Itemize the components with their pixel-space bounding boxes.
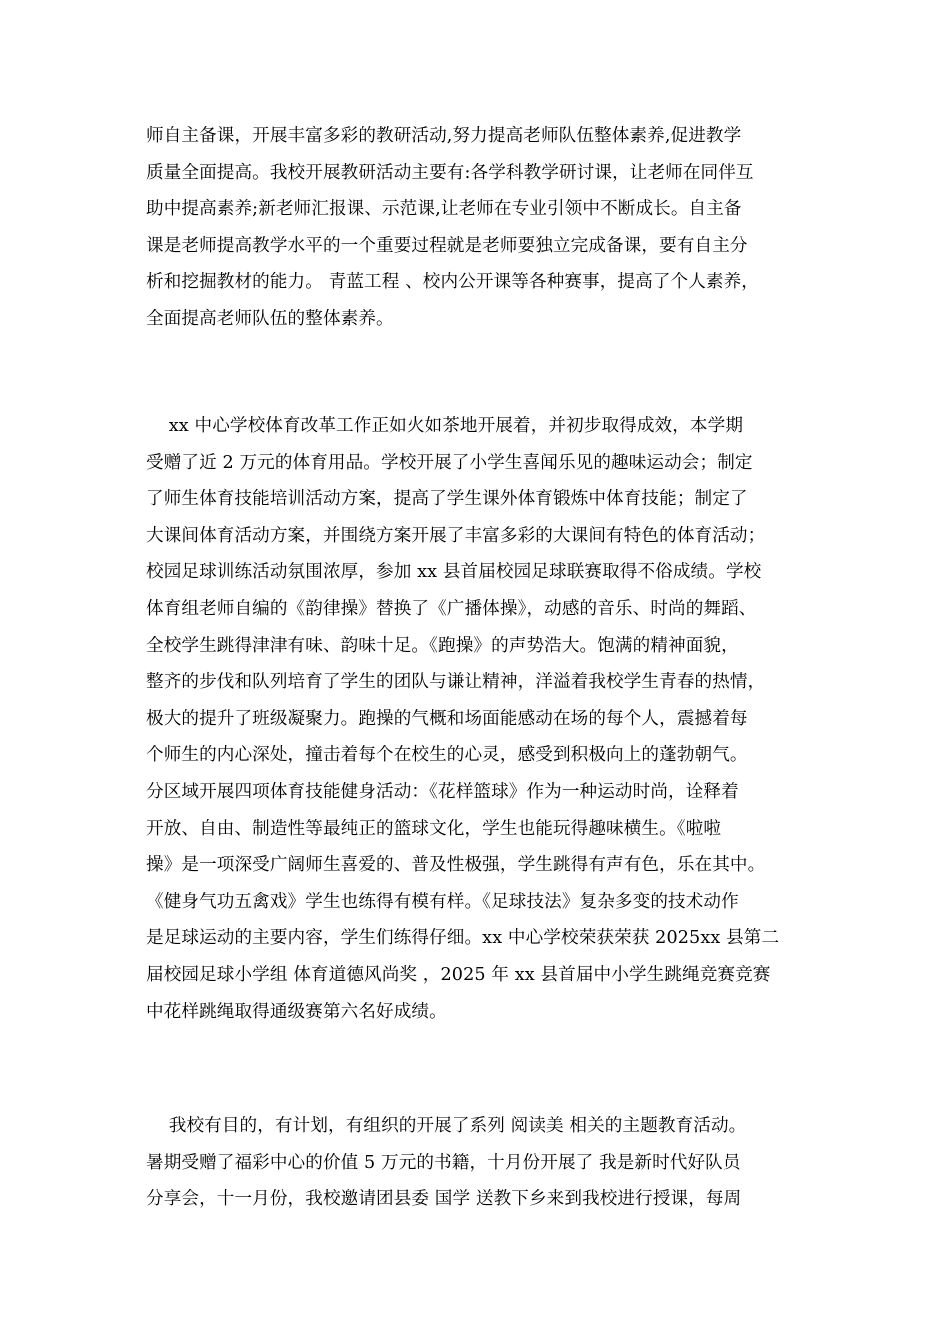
text-line: 受赠了近 2 万元的体育用品。学校开展了小学生喜闻乐见的趣味运动会；制定 <box>146 452 753 473</box>
text-line: 届校园足球小学组 体育道德风尚奖 ，2025 年 xx 县首届中小学生跳绳竞赛竞赛 <box>146 964 771 985</box>
text-line: 大课间体育活动方案，并围绕方案开展了丰富多彩的大课间有特色的体育活动； <box>146 525 766 546</box>
text-line: 操》是一项深受广阔师生喜爱的、普及性极强，学生跳得有声有色，乐在其中。 <box>146 855 766 876</box>
text-line: 我校有目的，有计划，有组织的开展了系列 阅读美 相关的主题教育活动。 <box>146 1116 747 1136</box>
text-line: 《健身气功五禽戏》学生也练得有模有样。《足球技法》复杂多变的技术动作 <box>146 891 739 912</box>
text-line: 质量全面提高。我校开展教研活动主要有:各学科教学研讨课，让老师在同伴互 <box>146 162 754 183</box>
text-line: 是足球运动的主要内容，学生们练得仔细。xx 中心学校荣获荣获 2025xx 县第二 <box>146 928 780 949</box>
paragraph-reading-activities <box>146 1108 816 1218</box>
text-line: 课是老师提高教学水平的一个重要过程就是老师要独立完成备课，要有自主分 <box>146 235 748 256</box>
text-line: 全校学生跳得津津有味、韵味十足。《跑操》的声势浩大。饱满的精神面貌， <box>146 635 739 656</box>
text-line: 分享会，十一月份，我校邀请团县委 国学 送教下乡来到我校进行授课，每周 <box>146 1189 742 1210</box>
text-line: 暑期受赠了福彩中心的价值 5 万元的书籍，十月份开展了 我是新时代好队员 <box>146 1152 741 1173</box>
text-line: 极大的提升了班级凝聚力。跑操的气概和场面能感动在场的每个人，震撼着每 <box>146 708 748 729</box>
text-line: xx 中心学校体育改革工作正如火如茶地开展着，并初步取得成效，本学期 <box>146 416 744 436</box>
paragraph-teaching-research <box>146 118 816 338</box>
text-line: 校园足球训练活动氛围浓厚，参加 xx 县首届校园足球联赛取得不俗成绩。学校 <box>146 562 762 583</box>
text-line: 开放、自由、制造性等最纯正的篮球文化，学生也能玩得趣味横生。《啦啦 <box>146 818 722 839</box>
paragraph-sports-reform <box>146 408 816 1030</box>
text-line: 整齐的步伐和队列培育了学生的团队与谦让精神，洋溢着我校学生青春的热情， <box>146 672 766 693</box>
text-line: 体育组老师自编的《韵律操》替换了《广播体操》，动感的音乐、时尚的舞蹈、 <box>146 598 757 619</box>
text-line: 个师生的内心深处，撞击着每个在校生的心灵，感受到积极向上的蓬勃朝气。 <box>146 745 748 766</box>
text-line: 全面提高老师队伍的整体素养。 <box>146 308 394 329</box>
text-line: 析和挖掘教材的能力。 青蓝工程 、校内公开课等各种赛事，提高了个人素养， <box>146 272 759 293</box>
text-line: 助中提高素养;新老师汇报课、示范课,让老师在专业引领中不断成长。自主备 <box>146 199 742 220</box>
text-line: 中花样跳绳取得通级赛第六名好成绩。 <box>146 1001 447 1022</box>
text-line: 了师生体育技能培训活动方案，提高了学生课外体育锻炼中体育技能；制定了 <box>146 489 748 510</box>
text-line: 分区域开展四项体育技能健身活动：《花样篮球》作为一种运动时尚，诠释着 <box>146 781 739 802</box>
text-line: 师自主备课，开展丰富多彩的教研活动,努力提高老师队伍整体素养,促进教学 <box>146 126 742 146</box>
